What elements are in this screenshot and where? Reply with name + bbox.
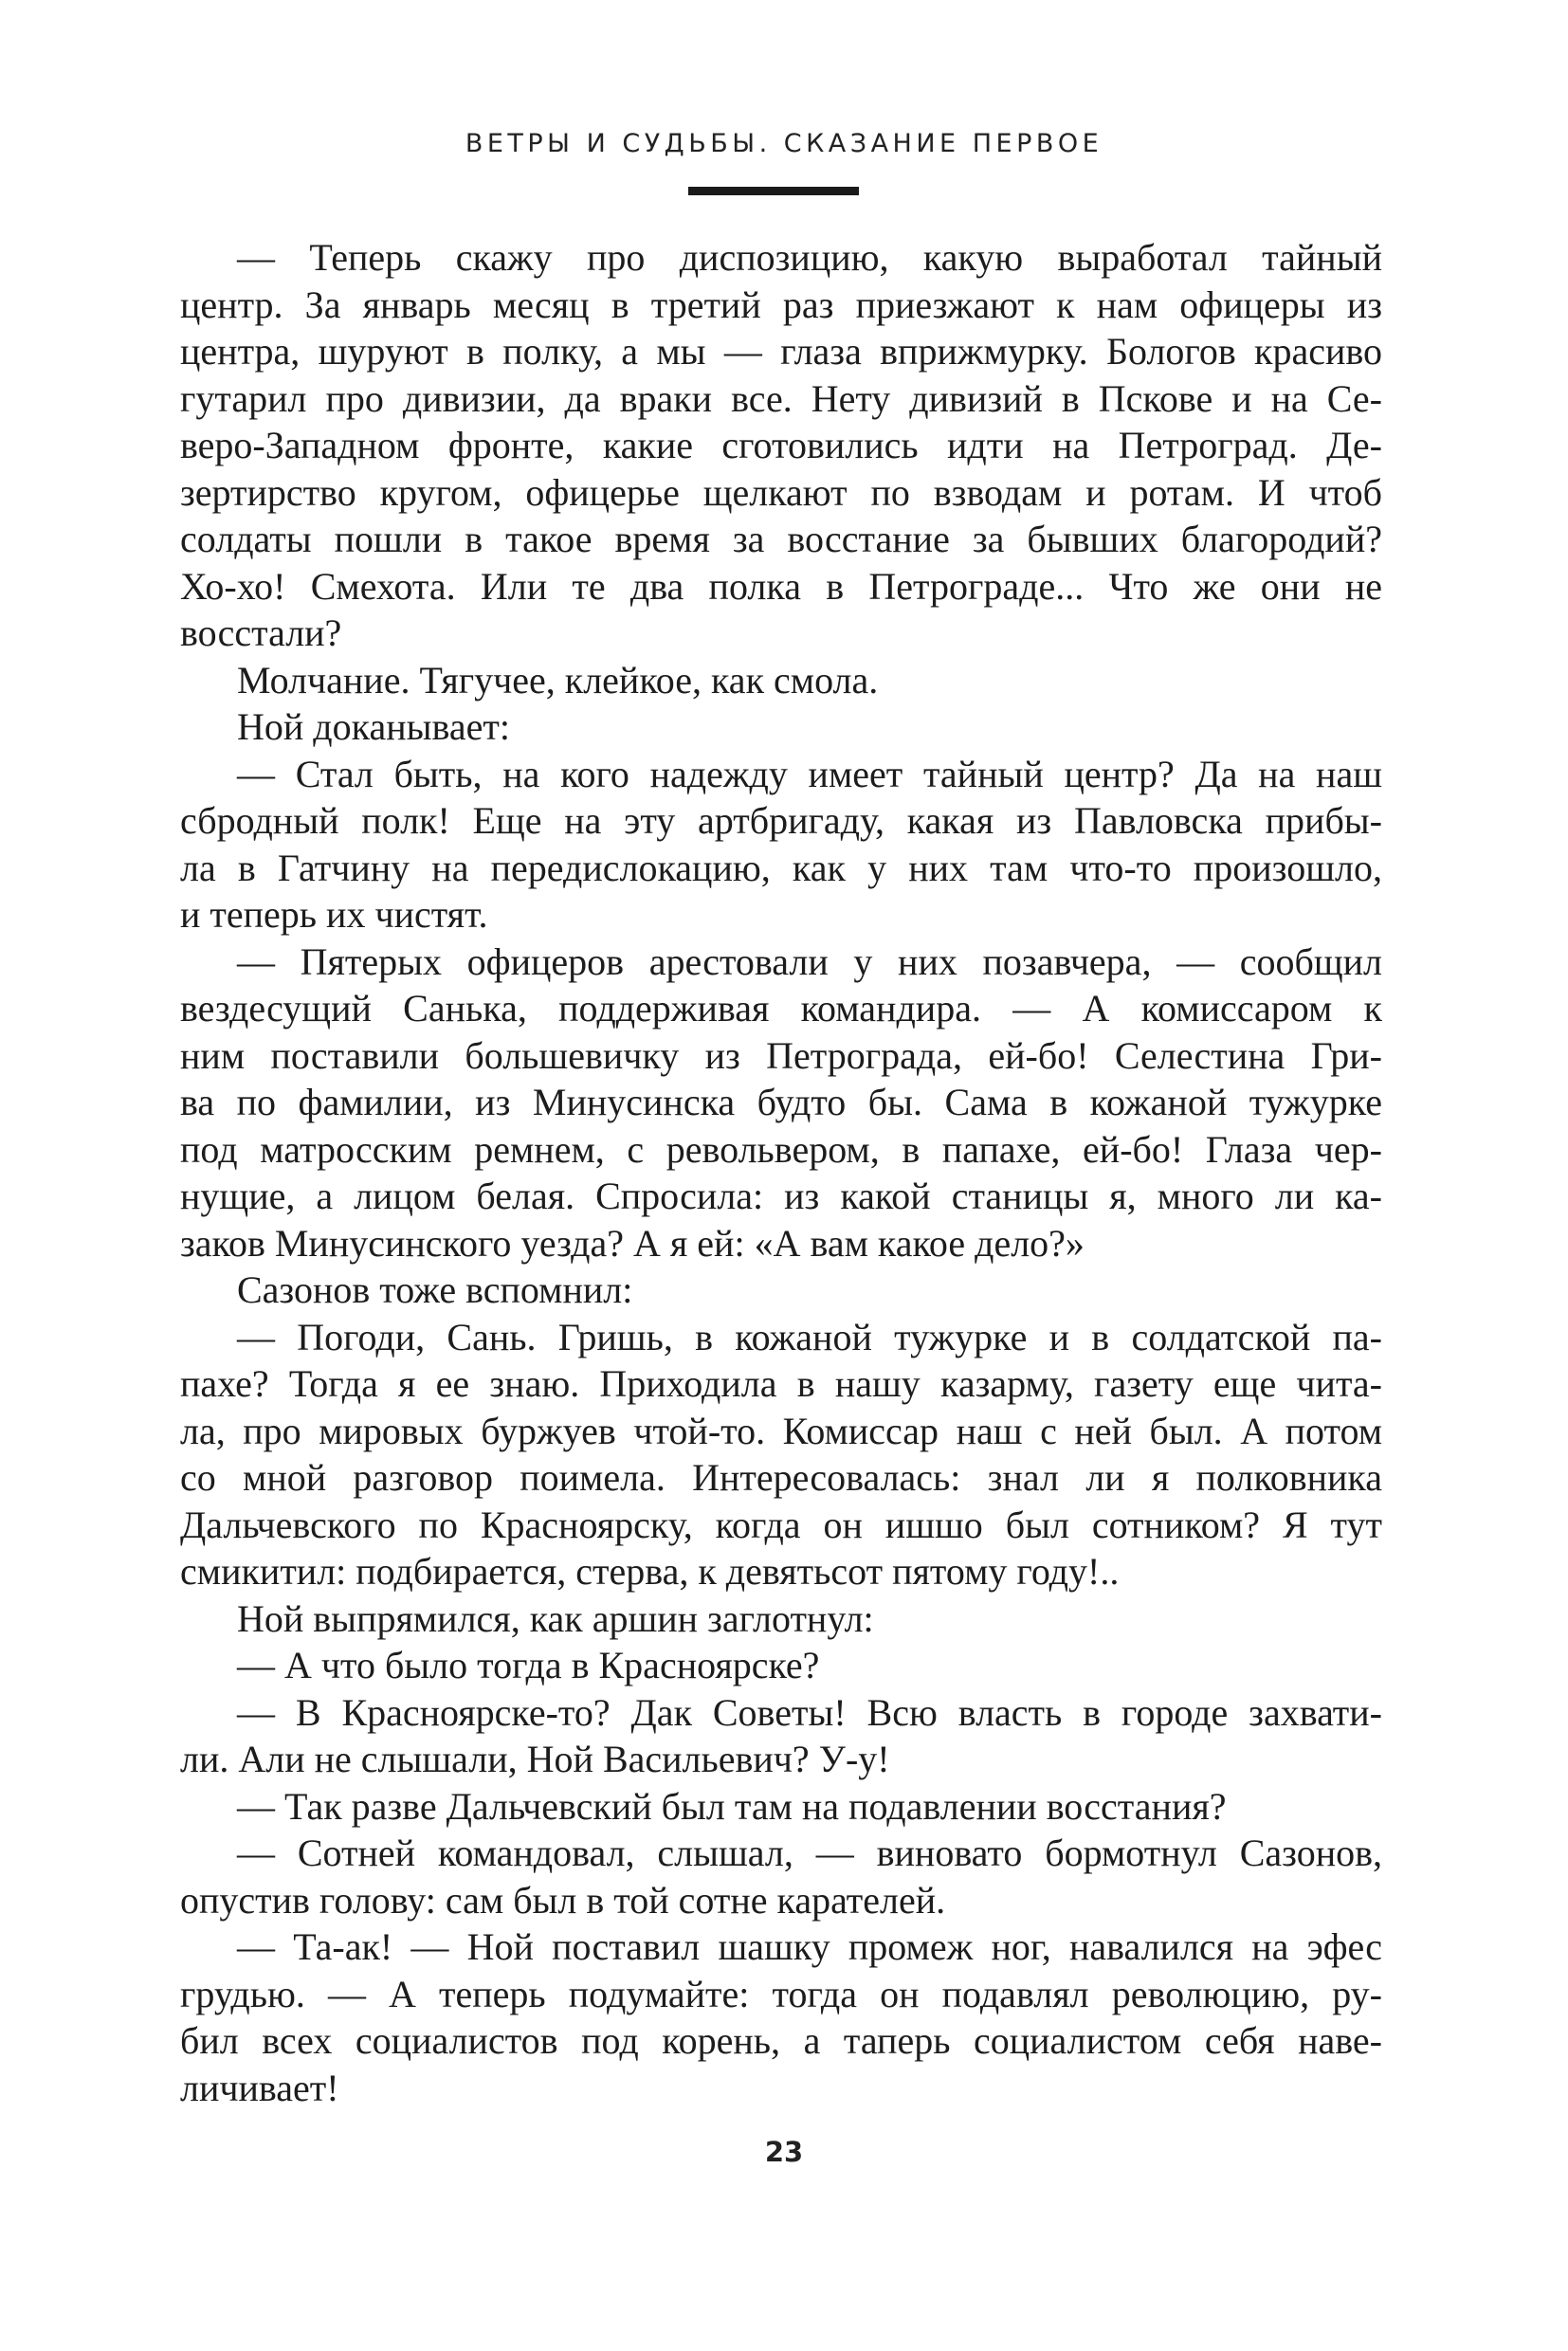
text-line: ла, про мировых буржуев чтой-то. Комиссар наш с ней был. А потом [180, 1409, 1382, 1452]
text-line: со мной разговор поимела. Интересовалась: знал ли я полковника [180, 1456, 1382, 1499]
text-line: Хо-хо! Смехота. Или те два полка в Петрограде... Что же они не [180, 564, 1382, 608]
text-line: ним поставили большевичку из Петрограда, ей-бо! Селестина Гри- [180, 1033, 1382, 1077]
text-line: — Пятерых офицеров арестовали у них позавчера, — сообщил [237, 939, 1382, 983]
text-line: и теперь их чистят. [180, 893, 488, 936]
text-line: — Сотней командовал, слышал, — виновато бормотнул Сазонов, [237, 1832, 1382, 1874]
text-line: — В Красноярске-то? Дак Советы! Всю власть в городе захвати- [237, 1690, 1382, 1734]
text-line: нущие, а лицом белая. Спросила: из какой станицы я, много ли ка- [180, 1175, 1382, 1217]
text-line: Молчание. Тягучее, клейкое, как смола. [237, 658, 879, 702]
page-number: 23 [764, 2136, 804, 2168]
header-rule [688, 187, 859, 195]
text-line: под матросским ремнем, с револьвером, в папахе, ей-бо! Глаза чер- [180, 1127, 1382, 1171]
text-line: Ной доканывает: [237, 705, 510, 748]
text-line: вездесущий Санька, поддерживая командира. — А комиссаром к [180, 987, 1382, 1030]
text-line: ли. Али не слышали, Ной Васильевич? У-у! [180, 1738, 890, 1780]
text-line: — Погоди, Сань. Гришь, в кожаной тужурке и в солдатской па- [237, 1315, 1382, 1358]
text-line: — А что было тогда в Красноярске? [237, 1644, 820, 1686]
body-text [180, 234, 1382, 2111]
text-line: грудью. — А теперь подумайте: тогда он подавлял революцию, ру- [180, 1972, 1382, 2015]
text-line: сбродный полк! Еще на эту артбригаду, какая из Павловска прибы- [180, 799, 1382, 842]
text-line: — Стал быть, на кого надежду имеет тайный центр? Да на наш [237, 752, 1382, 795]
text-line: ла в Гатчину на передислокацию, как у них там что-то произошло, [180, 846, 1382, 889]
text-line: личивает! [180, 2066, 339, 2109]
text-line: зертирство кругом, офицерье щелкают по взводам и ротам. И чтоб [180, 470, 1382, 514]
text-line: Сазонов тоже вспомнил: [237, 1268, 633, 1311]
text-line: солдаты пошли в такое время за восстание за бывших благородий? [180, 518, 1382, 560]
text-line: центр. За январь месяц в третий раз приезжают к нам офицеры из [180, 282, 1382, 326]
text-line: смикитил: подбирается, стерва, к девятьсот пятому году!.. [180, 1550, 1120, 1593]
text-line: гутарил про дивизии, да враки все. Нету дивизий в Пскове и на Се- [180, 376, 1382, 420]
text-line: пахе? Тогда я ее знаю. Приходила в нашу казарму, газету еще чита- [180, 1362, 1382, 1405]
text-line: восстали? [180, 611, 342, 654]
text-line: центра, шуруют в полку, а мы — глаза вприжмурку. Бологов красиво [180, 330, 1382, 373]
text-line: ва по фамилии, из Минусинска будто бы. Сама в кожаной тужурке [180, 1081, 1382, 1123]
text-line: заков Минусинского уезда? А я ей: «А вам какое дело?» [180, 1221, 1085, 1265]
text-line: бил всех социалистов под корень, а таперь социалистом себя наве- [180, 2019, 1382, 2062]
text-line: Дальчевского по Красноярску, когда он ишшо был сотником? Я тут [180, 1503, 1382, 1546]
running-head: ВЕТРЫ И СУДЬБЫ. СКАЗАНИЕ ПЕРВОЕ [465, 129, 1103, 158]
text-line: Ной выпрямился, как аршин заглотнул: [237, 1596, 874, 1640]
text-line: — Так разве Дальчевский был там на подавлении восстания? [237, 1784, 1227, 1828]
text-line: веро-Западном фронте, какие сготовились идти на Петроград. Де- [180, 424, 1382, 466]
text-line: — Теперь скажу про диспозицию, какую выработал тайный [237, 236, 1382, 279]
text-line: опустив голову: сам был в той сотне карателей. [180, 1878, 946, 1922]
text-line: — Та-ак! — Ной поставил шашку промеж ног, навалился на эфес [237, 1925, 1382, 1968]
